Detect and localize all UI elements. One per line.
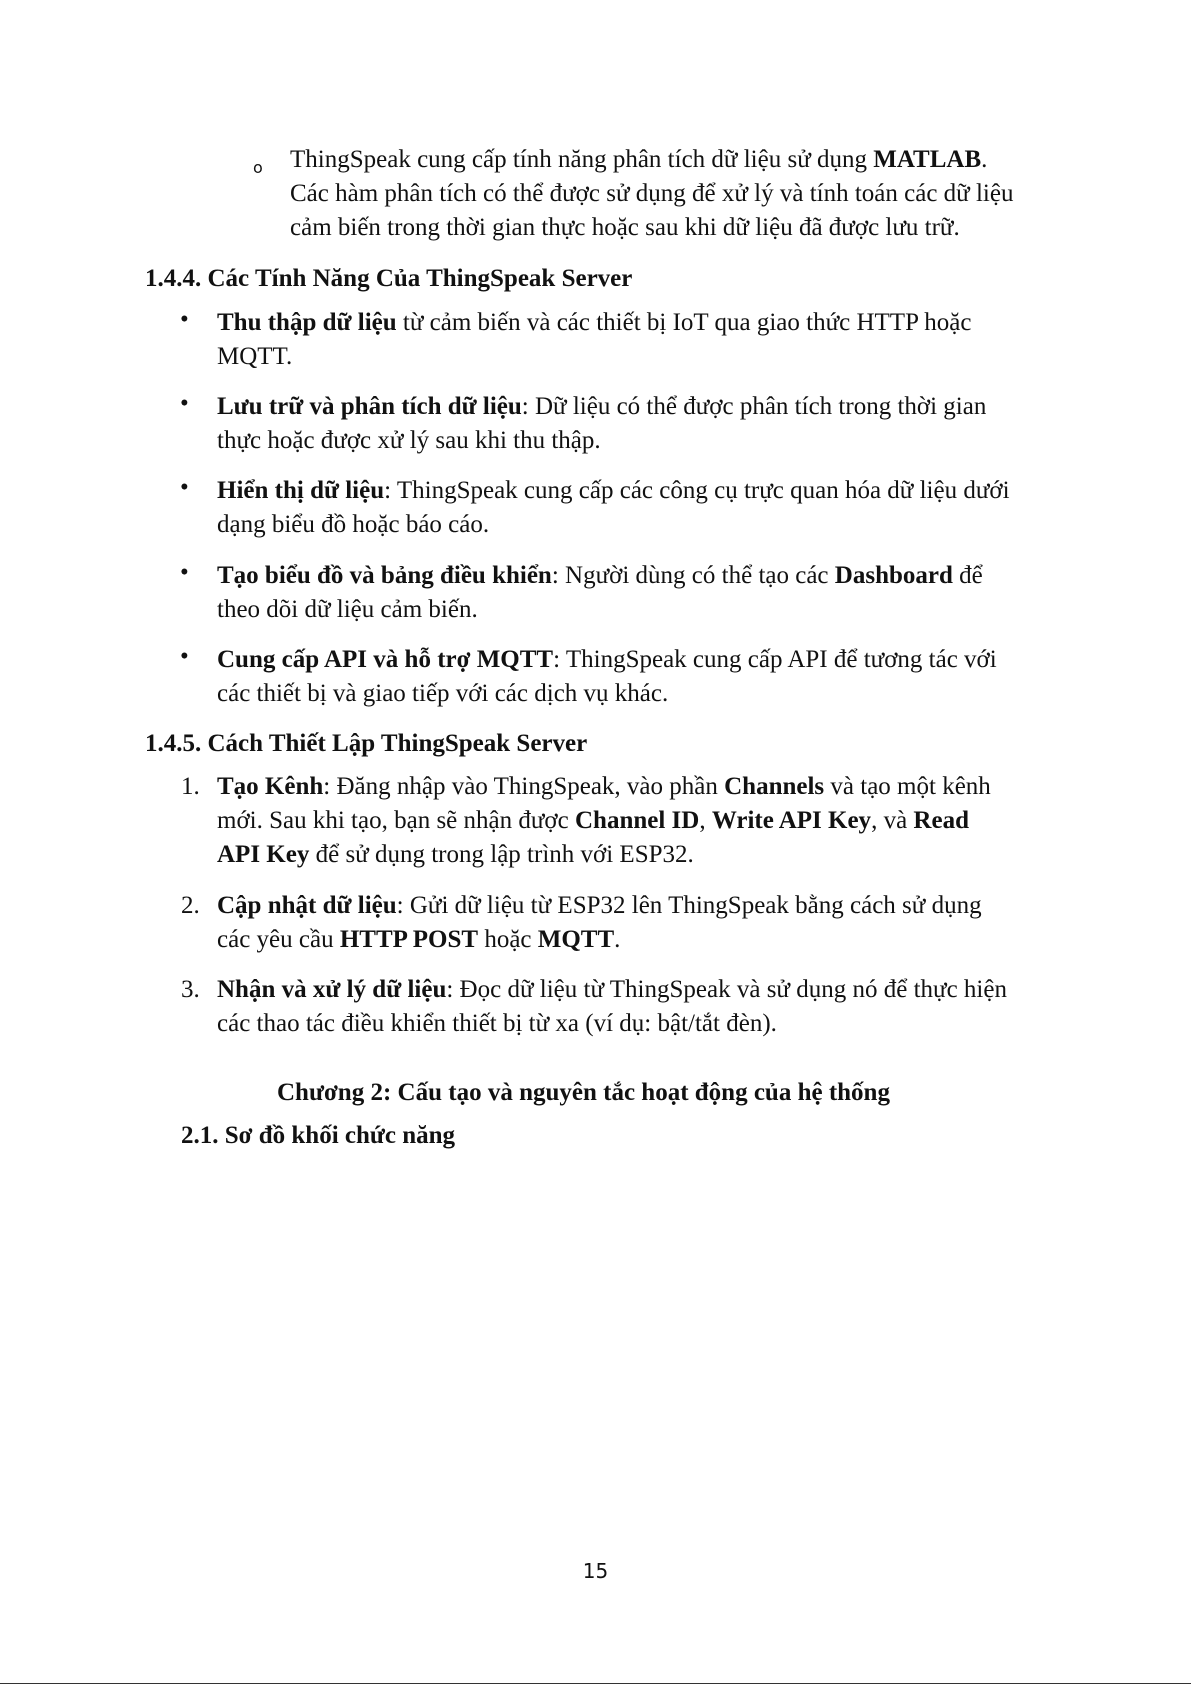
step-1-line-1: Tạo Kênh: Đăng nhập vào ThingSpeak, vào phần Channels và tạo một kênh <box>217 773 991 800</box>
step-number: 1. <box>181 773 200 800</box>
bullet-icon: • <box>180 474 189 501</box>
feature-item-1-line-1: Thu thập dữ liệu từ cảm biến và các thiết bị IoT qua giao thức HTTP hoặc <box>217 309 972 336</box>
step-3-line-1: Nhận và xử lý dữ liệu: Đọc dữ liệu từ ThingSpeak và sử dụng nó để thực hiện <box>217 976 1007 1003</box>
page-number: 15 <box>582 1559 609 1583</box>
bullet-icon: • <box>180 643 189 670</box>
step-1-line-2: mới. Sau khi tạo, bạn sẽ nhận được Channel ID, Write API Key, và Read <box>217 807 969 834</box>
bullet-icon: • <box>180 390 189 417</box>
section-heading-1-4-4: 1.4.4. Các Tính Năng Của ThingSpeak Server <box>145 265 633 292</box>
section-heading-1-4-5: 1.4.5. Cách Thiết Lập ThingSpeak Server <box>145 730 588 757</box>
feature-item-5-line-1: Cung cấp API và hỗ trợ MQTT: ThingSpeak cung cấp API để tương tác với <box>217 646 997 673</box>
step-number: 2. <box>181 892 200 919</box>
feature-item-3-line-2: dạng biểu đồ hoặc báo cáo. <box>217 511 490 538</box>
bullet-icon: • <box>180 559 189 586</box>
step-2-line-2: các yêu cầu HTTP POST hoặc MQTT. <box>217 926 621 953</box>
bottom-rule <box>0 1683 1191 1684</box>
feature-item-2-line-2: thực hoặc được xử lý sau khi thu thập. <box>217 427 601 454</box>
sub-item-line-1: ThingSpeak cung cấp tính năng phân tích dữ liệu sử dụng MATLAB. <box>290 146 988 173</box>
step-number: 3. <box>181 976 200 1003</box>
feature-item-2-line-1: Lưu trữ và phân tích dữ liệu: Dữ liệu có thể được phân tích trong thời gian <box>217 393 987 420</box>
chapter-title: Chương 2: Cấu tạo và nguyên tắc hoạt động của hệ thống <box>277 1079 890 1106</box>
feature-item-1-line-2: MQTT. <box>217 343 293 370</box>
feature-item-4-line-2: theo dõi dữ liệu cảm biến. <box>217 596 478 623</box>
feature-item-4-line-1: Tạo biểu đồ và bảng điều khiển: Người dùng có thể tạo các Dashboard để <box>217 562 983 589</box>
step-3-line-2: các thao tác điều khiển thiết bị từ xa (ví dụ: bật/tắt đèn). <box>217 1010 777 1037</box>
bullet-icon: • <box>180 306 189 333</box>
section-heading-2-1: 2.1. Sơ đồ khối chức năng <box>181 1122 456 1149</box>
sub-item-line-2: Các hàm phân tích có thể được sử dụng để xử lý và tính toán các dữ liệu <box>290 180 1014 207</box>
step-1-line-3: API Key để sử dụng trong lập trình với ESP32. <box>217 841 694 868</box>
feature-item-3-line-1: Hiển thị dữ liệu: ThingSpeak cung cấp các công cụ trực quan hóa dữ liệu dưới <box>217 477 1010 504</box>
hollow-circle-bullet-icon: o <box>253 158 263 177</box>
feature-item-5-line-2: các thiết bị và giao tiếp với các dịch vụ khác. <box>217 680 669 707</box>
step-2-line-1: Cập nhật dữ liệu: Gửi dữ liệu từ ESP32 lên ThingSpeak bằng cách sử dụng <box>217 892 982 919</box>
sub-item-line-3: cảm biến trong thời gian thực hoặc sau khi dữ liệu đã được lưu trữ. <box>290 214 960 241</box>
